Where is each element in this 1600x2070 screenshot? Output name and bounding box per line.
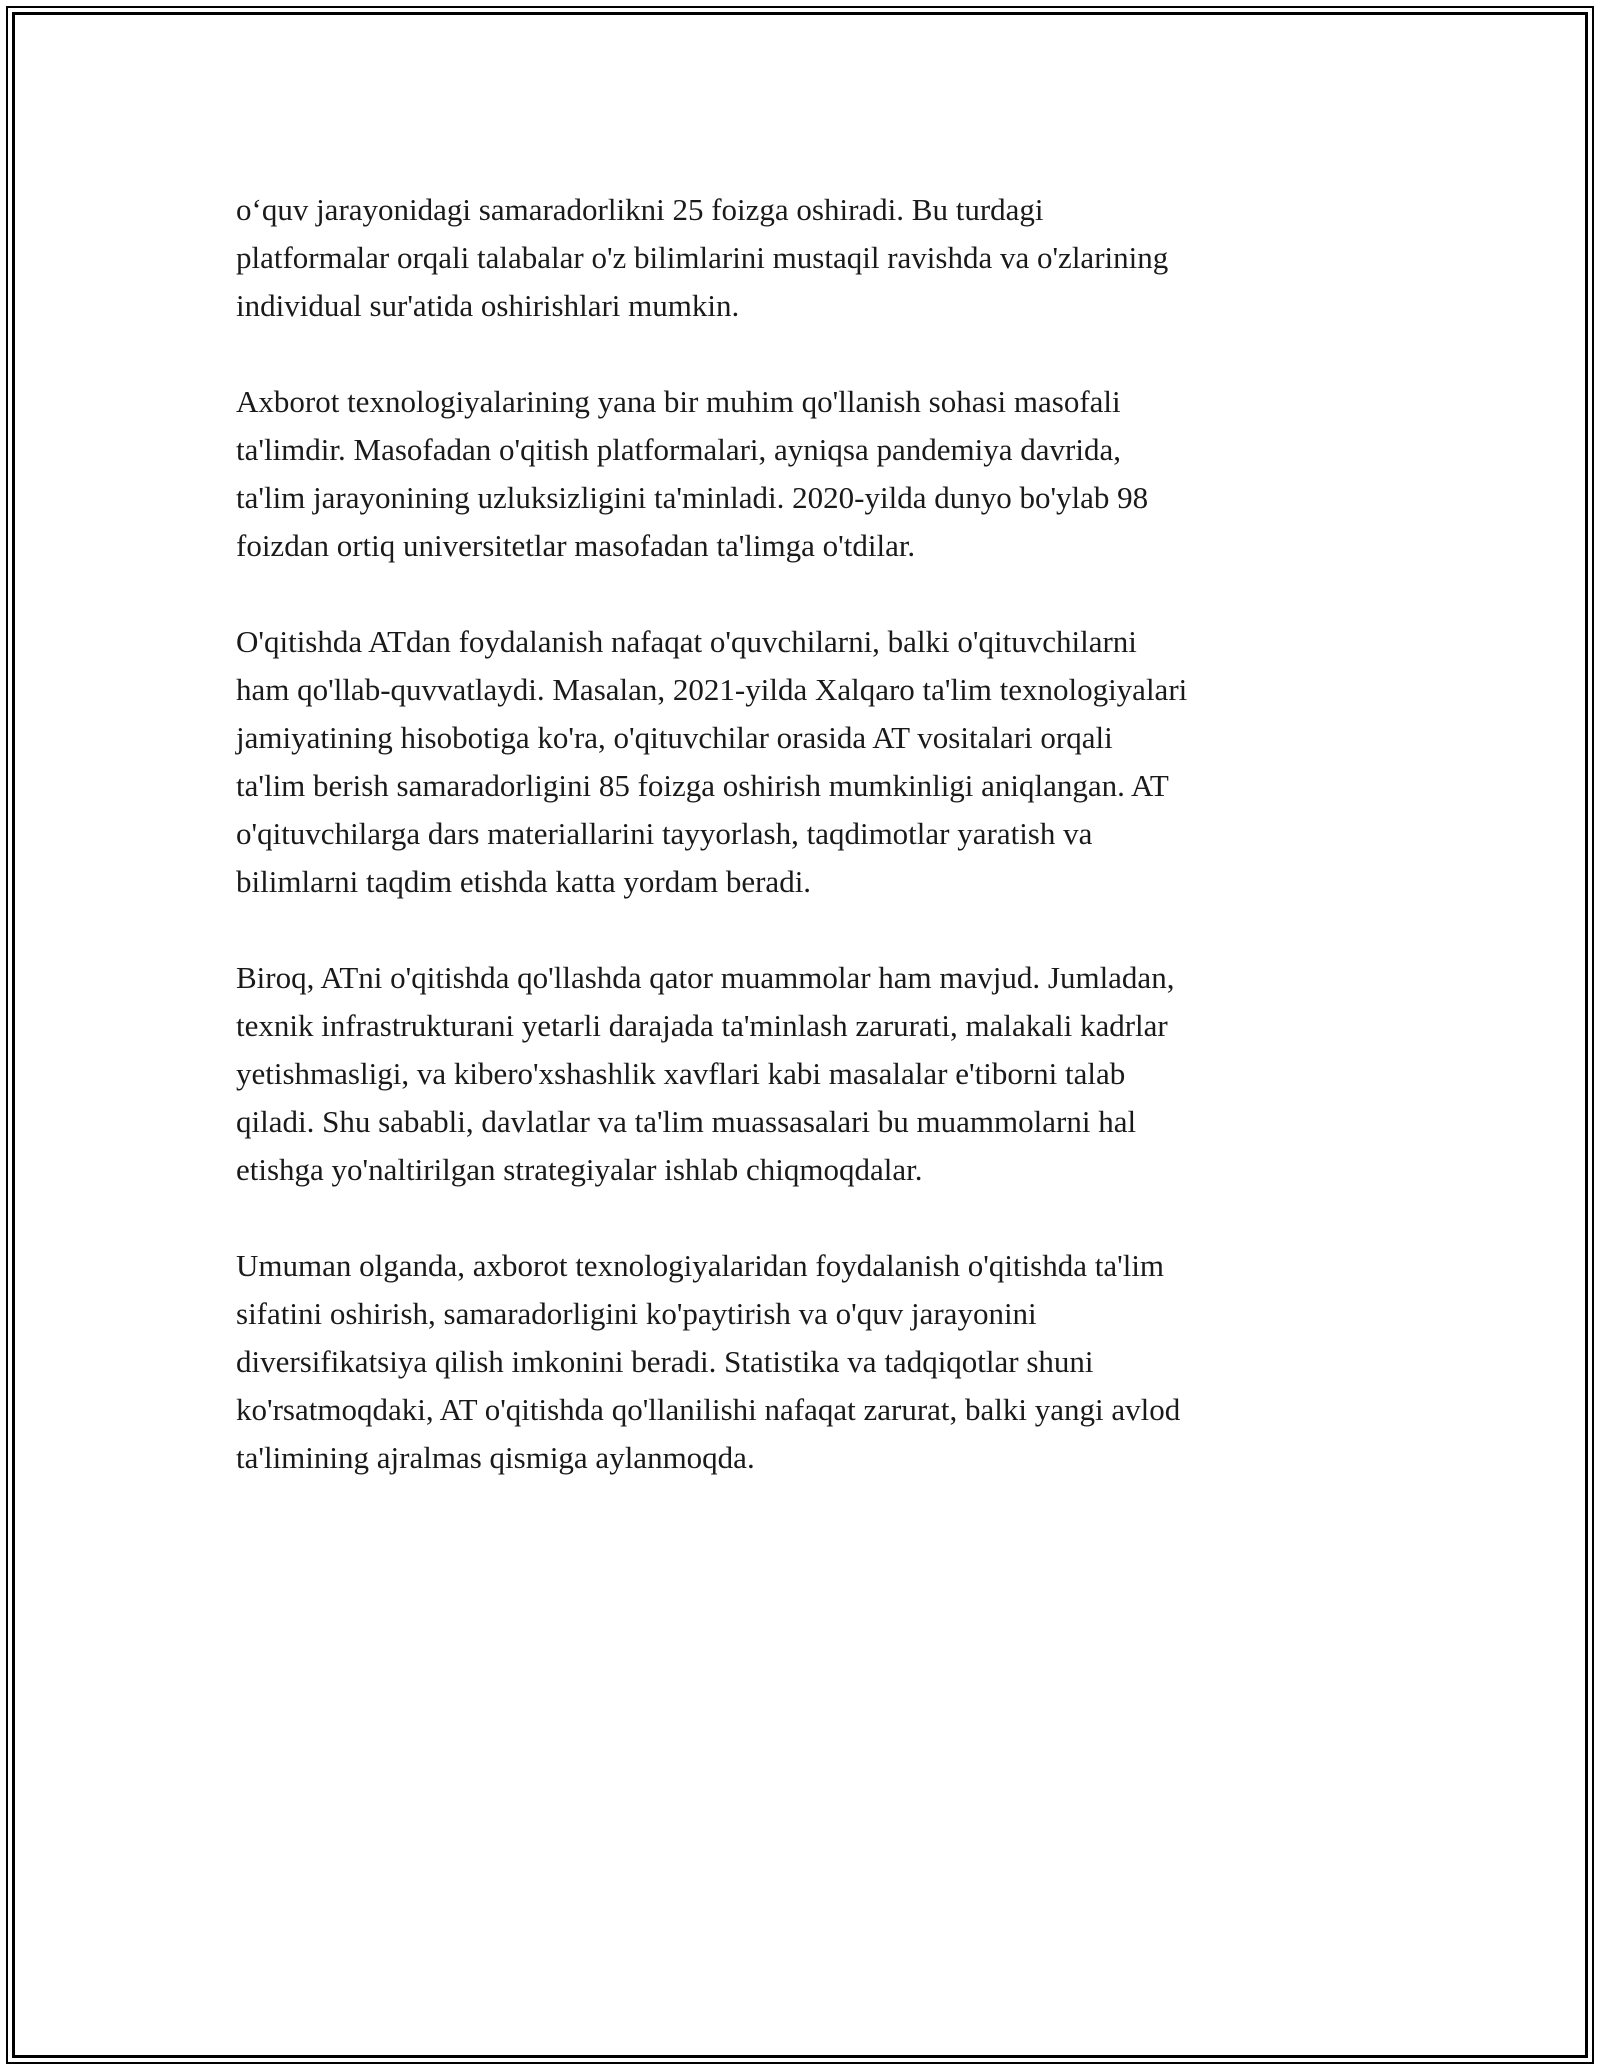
text-line: ta'lim berish samaradorligini 85 foizga oshirish mumkinligi aniqlangan. AT [236,768,1169,803]
text-line: platformalar orqali talabalar o'z bilimlarini mustaqil ravishda va o'zlarining [236,240,1169,275]
paragraph [236,186,1366,330]
text-line: foizdan ortiq universitetlar masofadan ta'limga o'tdilar. [236,528,916,563]
paragraph [236,954,1366,1194]
paragraph [236,1242,1366,1482]
text-line: ta'limdir. Masofadan o'qitish platformalari, ayniqsa pandemiya davrida, [236,432,1121,467]
text-line: jamiyatining hisobotiga ko'ra, o'qituvchilar orasida AT vositalari orqali [236,720,1113,755]
text-line: o'qituvchilarga dars materiallarini tayyorlash, taqdimotlar yaratish va [236,816,1093,851]
text-line: Axborot texnologiyalarining yana bir muhim qo'llanish sohasi masofali [236,384,1121,419]
text-line: individual sur'atida oshirishlari mumkin. [236,288,740,323]
text-line: sifatini oshirish, samaradorligini ko'paytirish va o'quv jarayonini [236,1296,1037,1331]
text-line: ta'lim jarayonining uzluksizligini ta'minladi. 2020-yilda dunyo bo'ylab 98 [236,480,1149,515]
document-body [236,186,1366,1530]
text-line: o‘quv jarayonidagi samaradorlikni 25 foizga oshiradi. Bu turdagi [236,192,1044,227]
text-line: ham qo'llab-quvvatlaydi. Masalan, 2021-yilda Xalqaro ta'lim texnologiyalari [236,672,1188,707]
text-line: ta'limining ajralmas qismiga aylanmoqda. [236,1440,755,1475]
text-line: yetishmasligi, va kibero'xshashlik xavflari kabi masalalar e'tiborni talab [236,1056,1126,1091]
text-line: Umuman olganda, axborot texnologiyalaridan foydalanish o'qitishda ta'lim [236,1248,1165,1283]
text-line: O'qitishda ATdan foydalanish nafaqat o'quvchilarni, balki o'qituvchilarni [236,624,1137,659]
paragraph [236,618,1366,906]
text-line: etishga yo'naltirilgan strategiyalar ishlab chiqmoqdalar. [236,1152,923,1187]
text-line: diversifikatsiya qilish imkonini beradi. Statistika va tadqiqotlar shuni [236,1344,1094,1379]
text-line: texnik infrastrukturani yetarli darajada ta'minlash zarurati, malakali kadrlar [236,1008,1168,1043]
text-line: bilimlarni taqdim etishda katta yordam beradi. [236,864,812,899]
text-line: qiladi. Shu sababli, davlatlar va ta'lim muassasalari bu muammolarni hal [236,1104,1137,1139]
text-line: Biroq, ATni o'qitishda qo'llashda qator muammolar ham mavjud. Jumladan, [236,960,1175,995]
text-line: ko'rsatmoqdaki, AT o'qitishda qo'llanilishi nafaqat zarurat, balki yangi avlod [236,1392,1181,1427]
paragraph [236,378,1366,570]
